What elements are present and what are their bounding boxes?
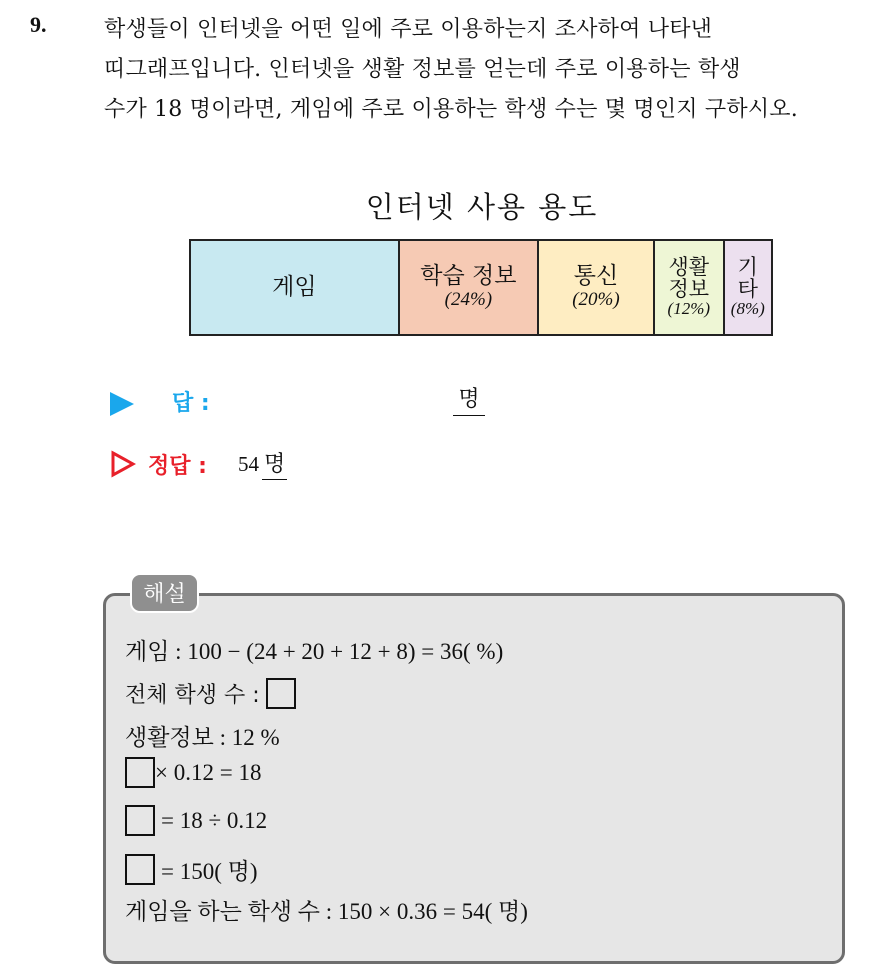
answer-row <box>110 382 610 422</box>
solution-tag: 해설 <box>130 573 199 613</box>
band-segment-label: 학습 정보 <box>420 263 517 290</box>
solution-line-1: 게임 : 100 − (24 + 20 + 12 + 8) = 36( %) <box>125 639 504 664</box>
band-segment-value: (20%) <box>572 288 620 310</box>
correct-answer-label: 정답 : <box>148 454 207 479</box>
solution-line-3: 생활정보 : 12 % <box>125 725 280 750</box>
band-segment-label: 기 타 <box>737 255 758 302</box>
solution-total-label: 전체 학생 수 : <box>125 683 260 708</box>
blank-box <box>125 757 155 788</box>
chart-title: 인터넷 사용 용도 <box>365 190 599 224</box>
question-text-line-3: 수가 18 명이라면, 게임에 주로 이용하는 학생 수는 몇 명인지 구하시오. <box>104 97 798 122</box>
band-segment-game <box>191 241 400 334</box>
correct-answer-value: 54 <box>238 452 259 476</box>
band-segment-value: (8%) <box>730 299 765 319</box>
solution-line-6: = 150( 명) <box>125 853 258 886</box>
blank-box <box>125 854 155 885</box>
play-triangle-icon <box>110 392 134 416</box>
question-text-line-2: 띠그래프입니다. 인터넷을 생활 정보를 얻는데 주로 이용하는 학생 <box>104 57 741 82</box>
band-segment-other <box>725 241 771 334</box>
outline-triangle-icon <box>110 450 136 478</box>
solution-line-2 <box>125 678 296 709</box>
band-segment-label: 게임 <box>272 273 317 300</box>
question-text-line-1: 학생들이 인터넷을 어떤 일에 주로 이용하는지 조사하여 나타낸 <box>104 17 713 42</box>
band-segment-label: 생활 정보 <box>668 255 710 302</box>
correct-answer-row <box>110 446 610 486</box>
band-segment-communication <box>539 241 655 334</box>
answer-input[interactable]: 명 <box>453 382 485 416</box>
question-number: 9. <box>30 12 47 37</box>
band-segment-label: 통신 <box>573 263 619 290</box>
correct-answer-unit: 명 <box>262 447 287 480</box>
blank-box <box>125 805 155 836</box>
solution-line-5: = 18 ÷ 0.12 <box>125 805 267 836</box>
answer-label: 답 : <box>172 391 210 416</box>
band-segment-value: (12%) <box>667 299 711 319</box>
band-segment-study-info <box>400 241 539 334</box>
band-segment-life-info <box>655 241 725 334</box>
blank-box <box>266 678 296 709</box>
solution-line-7: 게임을 하는 학생 수 : 150 × 0.36 = 54( 명) <box>125 899 528 924</box>
band-graph <box>189 239 773 336</box>
solution-line-4: × 0.12 = 18 <box>125 757 261 788</box>
band-segment-value: (24%) <box>444 288 493 310</box>
